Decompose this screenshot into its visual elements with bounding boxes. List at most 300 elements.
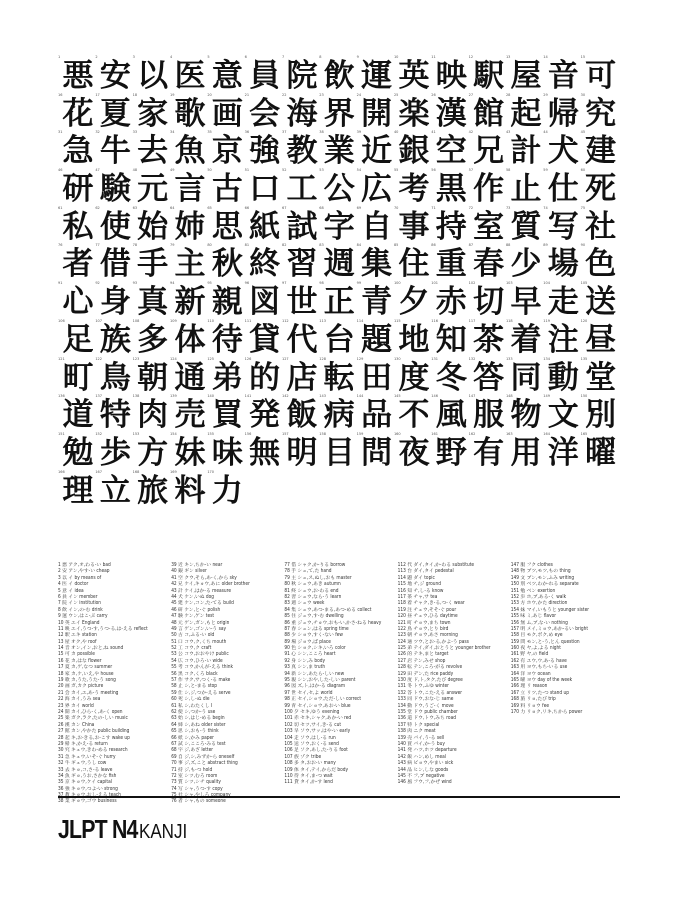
index-entry: 133 同 ドウ,おな-じ same	[397, 697, 454, 703]
kanji-cell	[321, 243, 358, 281]
kanji-character: 研	[62, 171, 94, 208]
kanji-number: 48	[132, 168, 138, 173]
kanji-character: 妹	[174, 434, 206, 471]
index-entry: 89 場 ジョウ,ば place	[284, 639, 331, 645]
kanji-number: 131	[431, 356, 438, 361]
kanji-number: 94	[169, 281, 175, 286]
kanji-cell	[433, 357, 470, 395]
kanji-number: 144	[356, 394, 364, 399]
kanji-cell	[580, 318, 620, 358]
kanji-character: 早	[510, 284, 542, 321]
kanji-character: 験	[99, 171, 131, 208]
kanji-character: 新	[174, 284, 206, 321]
kanji-character: 答	[473, 359, 505, 396]
index-entry: 56 黒 コク,くろ black	[171, 671, 218, 677]
kanji-cell	[393, 318, 433, 358]
index-entry: 25 楽 ガク,ラク,たの-しい music	[58, 716, 128, 722]
kanji-cell	[545, 55, 582, 93]
kanji-character: 発	[249, 397, 281, 434]
kanji-character: 転	[323, 359, 355, 396]
index-entry: 153 方 ホウ,かた direction	[510, 601, 568, 607]
kanji-character: 親	[211, 284, 243, 321]
kanji-character: 切	[473, 284, 505, 321]
index-entry: 123 朝 チョウ,あさ morning	[397, 633, 458, 639]
kanji-number: 19	[169, 92, 175, 97]
index-entry: 48 元 ゲン,ガン,もと origin	[171, 620, 230, 626]
kanji-number: 63	[132, 205, 138, 210]
kanji-cell	[132, 431, 172, 471]
kanji-cell	[321, 130, 358, 168]
kanji-number: 55	[393, 168, 399, 173]
kanji-cell	[209, 357, 246, 395]
kanji-number: 75	[580, 205, 586, 210]
kanji-cell	[97, 206, 134, 244]
index-entry: 148 物 ブツ,モツ,もの thing	[510, 569, 571, 575]
kanji-character: 足	[62, 321, 94, 358]
kanji-number: 25	[393, 92, 399, 97]
kanji-number: 165	[580, 431, 588, 436]
kanji-number: 1	[58, 55, 61, 59]
kanji-character: 病	[323, 397, 355, 434]
kanji-character: 週	[323, 246, 355, 283]
kanji-character: 鳥	[99, 359, 131, 396]
kanji-cell	[505, 130, 548, 170]
kanji-number: 58	[505, 168, 511, 173]
kanji-character: 店	[286, 359, 318, 396]
index-entry: 41 空 クウ,そら,あ-く,から sky	[171, 575, 237, 581]
index-entry: 21 会 カイ,エ,あ-う meeting	[58, 690, 119, 696]
kanji-character: 送	[585, 284, 617, 321]
index-entry: 39 近 キン,ちか-い near	[171, 563, 223, 568]
index-entry: 109 体 タイ,テイ,からだ body	[284, 767, 349, 773]
index-entry: 92 身 シン,み body	[284, 658, 326, 664]
kanji-number: 87	[468, 243, 474, 248]
kanji-number: 68	[319, 205, 324, 210]
kanji-number: 126	[244, 356, 252, 361]
index-entry: 156 無 ム,ブ,な-い nothing	[510, 620, 568, 626]
index-entry: 83 週 シュウ week	[284, 601, 325, 607]
kanji-character: 作	[473, 171, 505, 208]
kanji-character: 通	[174, 359, 206, 396]
kanji-cell	[209, 243, 246, 281]
kanji-number: 170	[207, 469, 214, 474]
kanji-cell	[281, 92, 324, 132]
kanji-number: 70	[393, 205, 399, 210]
index-entry: 53 公 コウ,おおやけ public	[171, 652, 229, 658]
kanji-character: 建	[585, 133, 617, 170]
index-entry: 112 代 ダイ,タイ,か-わる substitute	[397, 563, 475, 568]
kanji-number: 118	[505, 318, 513, 323]
kanji-character: 明	[286, 434, 318, 471]
kanji-cell	[97, 319, 134, 357]
index-entry: 163 用 ヨウ,もち-いる use	[510, 665, 568, 671]
kanji-cell	[468, 356, 508, 396]
kanji-character: 計	[510, 133, 542, 170]
kanji-cell	[244, 356, 284, 396]
kanji-number: 22	[281, 92, 287, 97]
kanji-character: 医	[174, 58, 206, 94]
kanji-character: 歌	[174, 95, 206, 132]
index-entry: 24 開 カイ,ひら-く,あ-く open	[58, 709, 123, 715]
kanji-number: 56	[431, 168, 436, 173]
kanji-cell	[97, 168, 134, 206]
kanji-character: 字	[323, 208, 355, 245]
kanji-cell	[356, 243, 399, 283]
kanji-number: 6	[244, 55, 247, 59]
kanji-cell	[281, 243, 324, 283]
kanji-character: 始	[137, 208, 169, 245]
kanji-number: 153	[132, 431, 140, 436]
index-entry: 20 画 ガ,カク picture	[58, 684, 104, 690]
index-entry: 90 色 ショク,シキ,いろ color	[284, 646, 346, 652]
kanji-character: 界	[323, 95, 355, 132]
kanji-number: 24	[356, 92, 362, 97]
kanji-character: 動	[547, 359, 579, 396]
kanji-number: 143	[319, 394, 326, 399]
kanji-number: 82	[281, 243, 287, 248]
kanji-number: 166	[58, 469, 65, 474]
kanji-number: 5	[207, 55, 210, 59]
index-entry: 110 待 タイ,ま-つ wait	[284, 773, 333, 779]
index-entry: 51 口 コウ,ク,くち mouth	[171, 639, 227, 645]
kanji-number: 124	[169, 356, 177, 361]
kanji-number: 125	[207, 356, 214, 361]
kanji-character: 力	[211, 472, 243, 509]
kanji-number: 39	[356, 130, 362, 135]
index-entry: 152 歩 ホ,ブ,ある-く walk	[510, 594, 567, 600]
index-entry: 38 業 ギョウ,ゴウ business	[58, 799, 117, 805]
kanji-character: 黒	[435, 171, 467, 208]
index-entry: 19 歌 カ,うた,うた-う song	[58, 678, 116, 684]
kanji-cell	[505, 205, 548, 245]
kanji-cell	[60, 319, 97, 357]
index-entry: 59 仕 シ,ジ,つか-える serve	[171, 690, 231, 696]
kanji-cell	[60, 55, 97, 93]
kanji-number: 109	[169, 318, 177, 323]
kanji-character: 夕	[398, 284, 430, 321]
index-entry: 159 問 モン,と-う,とん question	[510, 639, 580, 645]
kanji-cell	[433, 93, 470, 131]
index-entry: 1 悪 アク,オ,わる-い bad	[58, 563, 111, 568]
kanji-number: 8	[319, 55, 322, 59]
kanji-cell	[244, 431, 284, 471]
index-entry: 62 使 シ,つか-う use	[171, 709, 216, 715]
kanji-cell	[580, 130, 620, 170]
index-entry: 55 考 コウ,かんが-える think	[171, 665, 233, 671]
kanji-number: 46	[58, 168, 63, 173]
kanji-character: 員	[249, 58, 281, 94]
kanji-number: 145	[393, 394, 401, 399]
kanji-character: 兄	[473, 133, 505, 170]
kanji-number: 28	[505, 92, 511, 97]
index-entry: 93 真 シン,ま truth	[284, 665, 326, 671]
kanji-number: 44	[543, 130, 548, 135]
kanji-cell	[97, 394, 134, 432]
kanji-number: 2	[95, 55, 98, 59]
kanji-number: 52	[281, 168, 287, 173]
index-entry: 126 的 テキ,まと target	[397, 652, 449, 658]
kanji-character: 無	[249, 434, 281, 471]
kanji-number: 59	[543, 168, 548, 173]
kanji-character: 以	[137, 58, 169, 94]
kanji-cell	[281, 318, 321, 358]
kanji-cell	[433, 55, 470, 93]
kanji-cell	[468, 431, 508, 471]
kanji-number: 110	[207, 318, 214, 323]
index-entry: 120 昼 チュウ,ひる daytime	[397, 614, 458, 620]
kanji-cell	[97, 357, 134, 395]
index-entry: 61 私 シ,わたくし I	[171, 703, 213, 709]
kanji-number: 29	[543, 92, 548, 97]
kanji-number: 21	[244, 92, 250, 97]
index-entry: 30 究 キュウ,きわ-める research	[58, 748, 128, 754]
kanji-number: 31	[58, 130, 63, 135]
index-entry: 141 発 ハツ,ホツ departure	[397, 748, 457, 754]
kanji-character: 理	[62, 472, 94, 509]
index-entry: 127 店 テン,みせ shop	[397, 658, 446, 664]
kanji-cell	[209, 206, 246, 244]
kanji-character: 正	[323, 284, 355, 321]
kanji-number: 150	[580, 394, 588, 399]
kanji-number: 83	[319, 243, 324, 248]
kanji-number: 86	[431, 243, 436, 248]
kanji-character: 安	[99, 58, 131, 94]
index-entry: 137 特 トク special	[397, 722, 440, 728]
kanji-number: 89	[543, 243, 548, 248]
index-entry: 88 少 ショウ,すく-ない few	[284, 633, 343, 639]
kanji-cell	[58, 243, 100, 283]
index-entry: 154 妹 マイ,いもうと younger sister	[510, 607, 590, 613]
kanji-number: 111	[244, 318, 252, 323]
kanji-number: 154	[169, 431, 177, 436]
kanji-character: 少	[510, 246, 542, 283]
index-entry: 80 秋 シュウ,あき autumn	[284, 582, 341, 588]
kanji-number: 51	[244, 168, 250, 173]
kanji-number: 148	[505, 394, 513, 399]
kanji-cell	[169, 205, 212, 245]
kanji-character: 帰	[547, 95, 579, 132]
kanji-number: 163	[505, 431, 513, 436]
kanji-character: 質	[510, 208, 542, 245]
kanji-cell	[580, 205, 620, 245]
kanji-character: 冬	[435, 359, 467, 396]
kanji-number: 72	[468, 205, 474, 210]
kanji-character: 歩	[99, 434, 131, 471]
kanji-character: 味	[211, 434, 243, 471]
kanji-cell	[321, 55, 358, 93]
kanji-cell	[433, 243, 470, 281]
kanji-cell	[132, 318, 172, 358]
kanji-character: 族	[99, 321, 131, 358]
kanji-number: 146	[431, 394, 438, 399]
kanji-cell	[433, 319, 470, 357]
kanji-number: 14	[543, 55, 548, 59]
index-entry: 50 古 コ,ふる-い old	[171, 633, 215, 639]
kanji-number: 34	[169, 130, 175, 135]
kanji-number: 120	[580, 318, 588, 323]
kanji-number: 136	[58, 394, 65, 399]
kanji-character: 業	[323, 133, 355, 170]
kanji-number: 115	[393, 318, 401, 323]
kanji-character: 待	[211, 321, 243, 358]
kanji-character: 悪	[62, 58, 94, 94]
kanji-number: 91	[58, 281, 63, 286]
kanji-character: 用	[510, 434, 542, 471]
kanji-character: 弟	[211, 359, 243, 396]
kanji-number: 32	[95, 130, 100, 135]
kanji-character: 死	[585, 171, 617, 208]
index-entry: 79 主 シュ,ス,ぬし,おも master	[284, 575, 352, 581]
index-entry: 169 料 リョウ fee	[510, 703, 550, 709]
kanji-cell	[433, 394, 470, 432]
kanji-cell	[356, 318, 396, 358]
kanji-number: 122	[95, 356, 103, 361]
index-entry: 10 英 エイ England	[58, 620, 100, 626]
kanji-cell	[321, 93, 358, 131]
kanji-character: 意	[211, 58, 243, 94]
kanji-number: 157	[281, 431, 289, 436]
kanji-cell	[281, 356, 321, 396]
kanji-cell	[244, 130, 287, 170]
kanji-cell	[97, 470, 134, 508]
index-entry: 103 早 ソウ,サッ,はや-い early	[284, 729, 351, 735]
kanji-character: 究	[585, 95, 617, 132]
kanji-character: 口	[249, 171, 281, 208]
kanji-number: 113	[319, 318, 326, 323]
kanji-number: 155	[207, 431, 214, 436]
kanji-character: 館	[473, 95, 505, 132]
index-entry: 160 夜 ヤ,よ,よる night	[510, 646, 561, 652]
kanji-cell	[209, 93, 246, 131]
kanji-number: 61	[58, 205, 63, 210]
index-entry: 129 田 デン,た rice paddy	[397, 671, 454, 677]
kanji-cell	[169, 243, 212, 283]
index-entry: 146 風 フウ,フ,かぜ wind	[397, 780, 452, 786]
kanji-character: 図	[249, 284, 281, 321]
kanji-character: 料	[174, 472, 206, 509]
kanji-character: 事	[398, 208, 430, 245]
kanji-character: 買	[211, 397, 243, 434]
kanji-cell	[321, 281, 358, 319]
kanji-number: 30	[580, 92, 586, 97]
kanji-cell	[132, 55, 172, 94]
index-entry: 18 家 カ,ケ,いえ,や house	[58, 671, 114, 677]
kanji-character: 知	[435, 321, 467, 358]
kanji-cell	[169, 318, 209, 358]
index-entry: 150 別 ベツ,わか-れる separate	[510, 582, 579, 588]
kanji-cell	[60, 394, 97, 432]
index-entry: 26 漢 カン China	[58, 722, 95, 728]
kanji-number: 158	[319, 431, 326, 436]
kanji-cell	[244, 318, 284, 358]
index-entry: 118 着 チャク,き-る,つ-く wear	[397, 601, 465, 607]
kanji-character: 京	[211, 133, 243, 170]
kanji-character: 古	[211, 171, 243, 208]
kanji-number: 81	[244, 243, 250, 248]
index-entry: 15 可 カ possible	[58, 652, 95, 658]
kanji-character: 赤	[435, 284, 467, 321]
kanji-character: 目	[323, 434, 355, 471]
kanji-character: 野	[435, 434, 467, 471]
index-entry: 70 事 ジ,ズ,こと abstract thing	[171, 761, 238, 767]
index-entry: 107 族 ゾク tribe	[284, 754, 322, 760]
kanji-cell	[505, 356, 545, 396]
kanji-character: 漢	[435, 95, 467, 132]
kanji-number: 96	[244, 281, 250, 286]
kanji-cell	[505, 55, 548, 94]
kanji-character: 着	[510, 321, 542, 358]
kanji-number: 42	[468, 130, 474, 135]
kanji-cell	[321, 168, 358, 206]
kanji-cell	[545, 243, 582, 281]
kanji-number: 27	[468, 92, 474, 97]
kanji-number: 103	[505, 281, 513, 286]
kanji-character: 注	[547, 321, 579, 358]
index-entry: 158 目 モク,ボク,め eye	[510, 633, 563, 639]
kanji-cell	[580, 92, 620, 132]
brand-title-bold: JLPT N4	[58, 814, 138, 844]
kanji-number: 133	[505, 356, 513, 361]
kanji-number: 152	[95, 431, 103, 436]
kanji-character: 題	[361, 321, 393, 358]
index-entry: 73 質 シツ,シチ quality	[171, 780, 221, 786]
index-entry: 4 医 イ doctor	[58, 582, 89, 588]
index-entry: 27 館 カン,やかた public building	[58, 729, 130, 735]
kanji-number: 137	[95, 394, 103, 399]
kanji-character: 肉	[137, 397, 169, 434]
kanji-character: 問	[361, 434, 393, 471]
kanji-number: 107	[95, 318, 103, 323]
index-entry: 9 運 ウン,はこ-ぶ carry	[58, 614, 108, 620]
index-entry: 34 魚 ギョ,うお,さかな fish	[58, 773, 117, 779]
kanji-cell	[132, 243, 175, 283]
kanji-character: 習	[286, 246, 318, 283]
index-entry: 162 有 ユウ,ウ,あ-る have	[510, 658, 567, 664]
index-entry: 32 牛 ギュウ,うし cow	[58, 761, 107, 767]
index-entry: 97 世 セイ,セ,よ world	[284, 690, 333, 696]
kanji-cell	[321, 394, 358, 432]
kanji-cell	[58, 130, 100, 170]
kanji-cell	[356, 431, 396, 471]
kanji-cell	[580, 431, 620, 471]
kanji-number: 90	[580, 243, 586, 248]
index-entry: 94 新 シン,あたら-しい new	[284, 671, 345, 677]
kanji-character: 青	[361, 284, 393, 321]
index-entry: 98 正 セイ,ショウ,ただ-しい correct	[284, 697, 362, 703]
kanji-cell	[580, 243, 620, 283]
index-entry: 31 急 キュウ,いそ-ぐ hurry	[58, 754, 116, 760]
index-entry: 139 売 バイ,う-る sell	[397, 735, 445, 741]
index-entry: 65 思 シ,おも-う think	[171, 729, 219, 735]
kanji-cell	[433, 281, 470, 319]
kanji-character: 借	[99, 246, 131, 283]
kanji-character: 旅	[137, 472, 169, 509]
kanji-character: 空	[435, 133, 467, 170]
kanji-cell	[132, 469, 172, 509]
kanji-cell	[169, 469, 209, 509]
index-entry: 52 工 コウ,ク craft	[171, 646, 212, 652]
kanji-character: 洋	[547, 434, 579, 471]
index-column	[58, 563, 165, 806]
kanji-number: 40	[393, 130, 399, 135]
kanji-character: 急	[62, 133, 94, 170]
kanji-character: 試	[286, 208, 318, 245]
kanji-character: 映	[435, 58, 467, 94]
kanji-number: 16	[58, 92, 63, 97]
kanji-number: 135	[580, 356, 588, 361]
kanji-character: 公	[323, 171, 355, 208]
kanji-number: 138	[132, 394, 140, 399]
